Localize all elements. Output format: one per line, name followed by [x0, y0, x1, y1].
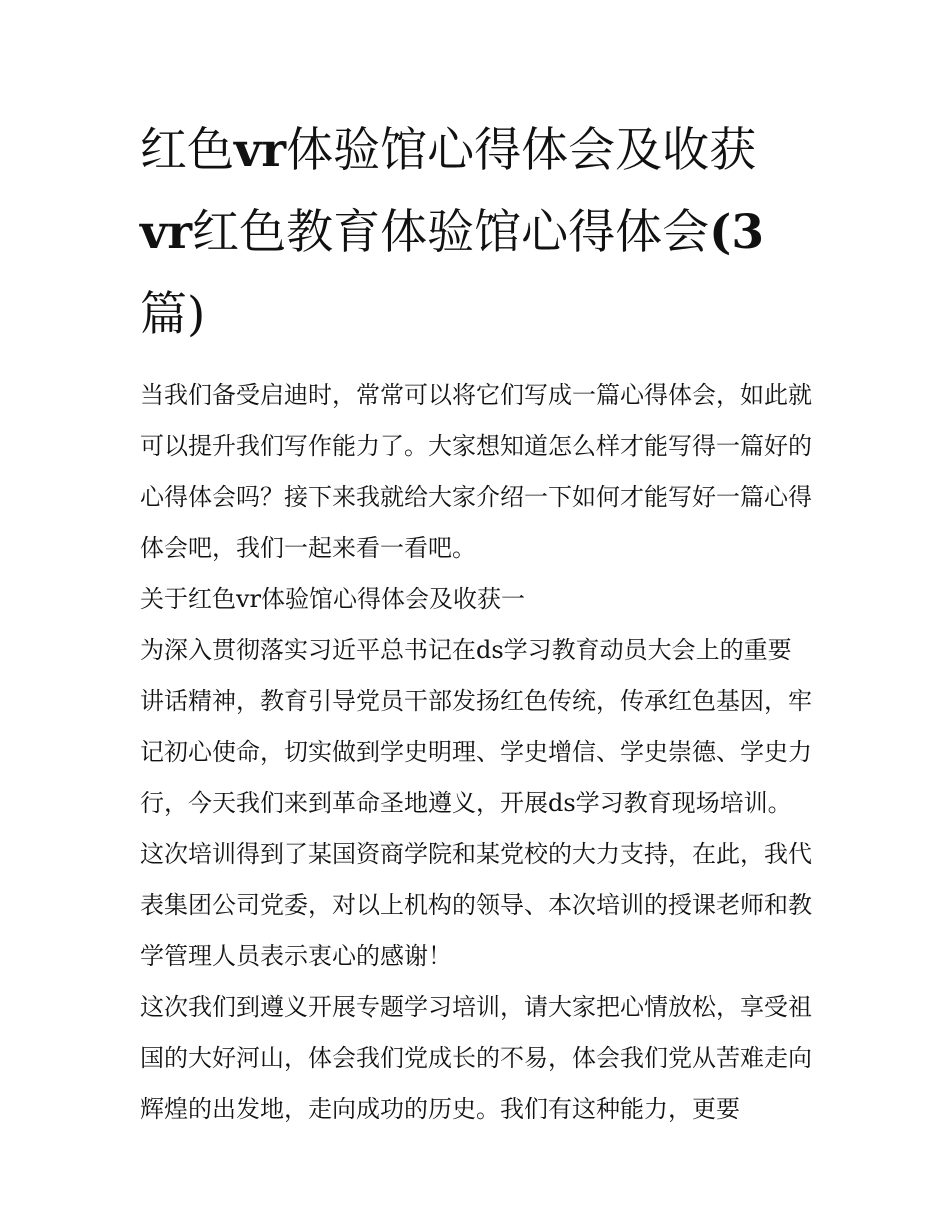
title-text: vr — [234, 123, 287, 178]
title-text: 篇) — [140, 287, 206, 342]
body-paragraph: 这次我们到遵义开展专题学习培训，请大家把心情放松，享受祖国的大好河山，体会我们党成长的不易，体会我们党从苦难走向辉煌的出发地，走向成功的历史。我们有这种能力，更要 — [140, 993, 812, 1123]
document-body — [140, 370, 812, 1135]
document-title — [140, 110, 812, 356]
title-text: vr — [140, 205, 193, 260]
intro-paragraph: 当我们备受启迪时，常常可以将它们写成一篇心得体会，如此就可以提升我们写作能力了。大家想知道怎么样才能写得一篇好的心得体会吗？接下来我就给大家介绍一下如何才能写好一篇心得体会吧，我们一起来看一看吧。 — [140, 381, 812, 562]
title-text: 红色教育体验馆心得体会 — [192, 205, 710, 260]
section-heading: 关于红色vr体验馆心得体会及收获一 — [140, 585, 526, 613]
title-text: 体验馆心得体会及收获 — [286, 123, 757, 178]
body-paragraph: 为深入贯彻落实习近平总书记在ds学习教育动员大会上的重要讲话精神，教育引导党员干部发扬红色传统，传承红色基因，牢记初心使命，切实做到学史明理、学史增信、学史崇德、学史力行，今天我们来到革命圣地遵义，开展ds学习教育现场培训。这次培训得到了某国资商学院和某党校的大力支持，在此，我代表集团公司党委，对以上机构的领导、本次培训的授课老师和教学管理人员表示衷心的感谢！ — [140, 636, 812, 970]
title-text: 红色 — [140, 123, 234, 178]
title-text: (3 — [709, 205, 765, 260]
document-page — [140, 110, 812, 1135]
